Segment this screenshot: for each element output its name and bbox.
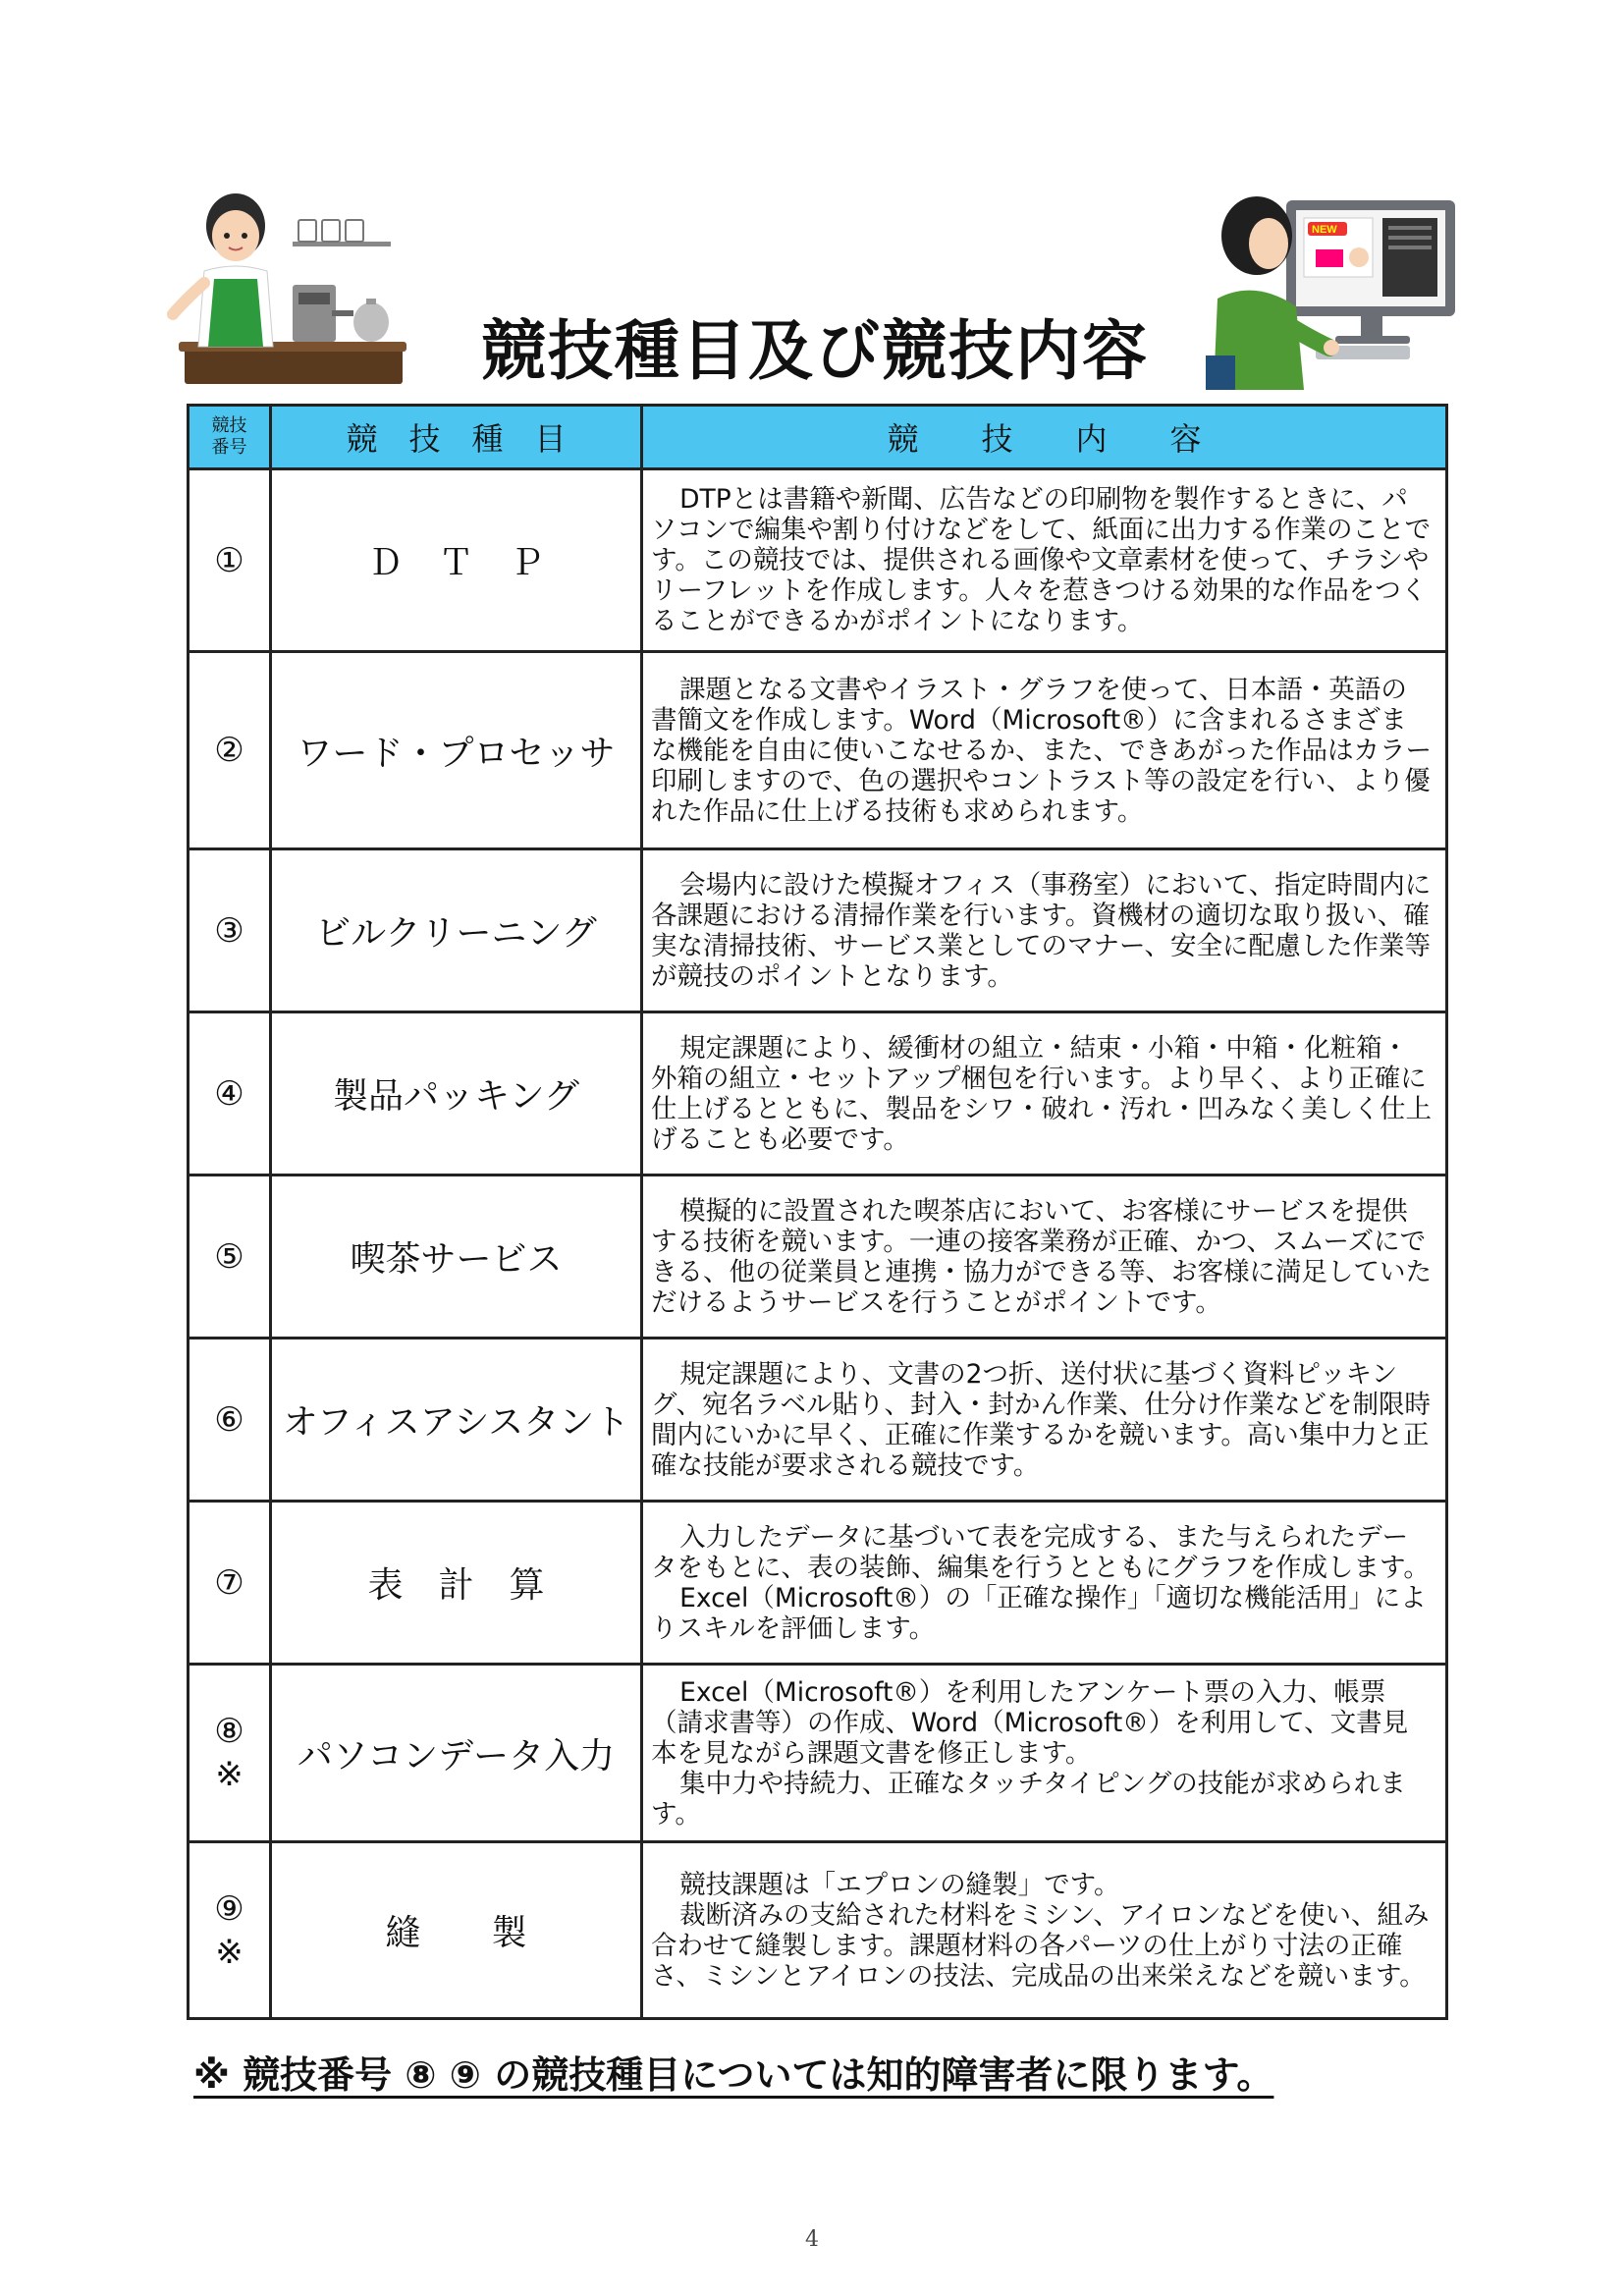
description-paragraph: 競技課題は「エプロンの縫製」です。 xyxy=(679,1869,1120,1900)
event-name: ワード・プロセッサ xyxy=(271,652,642,849)
table-row xyxy=(189,1339,1447,1502)
table-row xyxy=(189,1175,1447,1339)
header-event-name: 競 技 種 目 xyxy=(271,406,642,469)
event-name: 製品パッキング xyxy=(271,1012,642,1175)
event-name: Ｄ Ｔ Ｐ xyxy=(271,469,642,652)
event-description xyxy=(642,469,1447,652)
description-paragraph: 入力したデータに基づいて表を完成する、また与えられたデータをもとに、表の装飾、編集を行うとともにグラフを作成します。 xyxy=(651,1521,1430,1583)
event-description xyxy=(642,652,1447,849)
event-number: ⑧ ※ xyxy=(189,1665,271,1842)
event-description xyxy=(642,1502,1447,1665)
event-description xyxy=(642,1339,1447,1502)
event-number: ⑤ xyxy=(189,1175,271,1339)
description-paragraph: Excel（Microsoft®）の「正確な操作」「適切な機能活用」によりスキルを評価します。 xyxy=(651,1582,1427,1644)
table-row xyxy=(189,849,1447,1012)
description-paragraph: 規定課題により、緩衝材の組立・結束・小箱・中箱・化粧箱・外箱の組立・セットアップ梱包を行います。より早く、より正確に仕上げるとともに、製品をシワ・破れ・汚れ・凹みなく美しく仕上げることも必要です。 xyxy=(651,1032,1432,1155)
description-paragraph: 課題となる文書やイラスト・グラフを使って、日本語・英語の書簡文を作成します。Word（Microsoft®）に含まれるさまざまな機能を自由に使いこなせるか、また、できあがった作品はカラー印刷しますので、色の選択やコントラスト等の設定を行い、より優れた作品に仕上げる技術も求められます。 xyxy=(651,674,1432,827)
svg-text:NEW: NEW xyxy=(1312,224,1337,236)
event-description xyxy=(642,1175,1447,1339)
event-name: 喫茶サービス xyxy=(271,1175,642,1339)
table-row xyxy=(189,1012,1447,1175)
event-description xyxy=(642,849,1447,1012)
header-description: 競 技 内 容 xyxy=(642,406,1447,469)
table-row xyxy=(189,1842,1447,2019)
description-paragraph: Excel（Microsoft®）を利用したアンケート票の入力、帳票（請求書等）の作成、Word（Microsoft®）を利用して、文書見本を見ながら課題文書を修正します。 xyxy=(651,1676,1409,1769)
description-paragraph: 会場内に設けた模擬オフィス（事務室）において、指定時間内に各課題における清掃作業を行います。資機材の適切な取り扱い、確実な清掃技術、サービス業としてのマナー、安全に配慮した作業等が競技のポイントとなります。 xyxy=(651,869,1432,992)
header-number: 競技 番号 xyxy=(189,406,271,469)
page-title: 競技種目及び競技内容 xyxy=(481,313,1149,389)
table-row xyxy=(189,1665,1447,1842)
description-paragraph: 模擬的に設置された喫茶店において、お客様にサービスを提供する技術を競います。一連の接客業務が正確、かつ、スムーズにできる、他の従業員と連携・協力ができる等、お客様に満足していただけるようサービスを行うことがポイントです。 xyxy=(651,1195,1432,1318)
table-row xyxy=(189,469,1447,652)
description-paragraph: 規定課題により、文書の2つ折、送付状に基づく資料ピッキング、宛名ラベル貼り、封入・封かん作業、仕分け作業などを制限時間内にいかに早く、正確に作業するかを競います。高い集中力と正確な技能が要求される競技です。 xyxy=(651,1358,1431,1481)
event-number: ⑦ xyxy=(189,1502,271,1665)
event-description xyxy=(642,1665,1447,1842)
event-number: ④ xyxy=(189,1012,271,1175)
eligibility-note: ※ 競技番号 ⑧ ⑨ の競技種目については知的障害者に限ります。 xyxy=(193,2053,1274,2097)
computer-user-illustration xyxy=(1206,189,1463,390)
event-description xyxy=(642,1012,1447,1175)
event-name: オフィスアシスタント xyxy=(271,1339,642,1502)
page-number: 4 xyxy=(805,2227,819,2252)
description-paragraph: 集中力や持続力、正確なタッチタイピングの技能が求められます。 xyxy=(651,1768,1406,1830)
event-number: ③ xyxy=(189,849,271,1012)
description-paragraph: DTPとは書籍や新聞、広告などの印刷物を製作するときに、パソコンで編集や割り付けなどをして、紙面に出力する作業のことです。この競技では、提供される画像や文章素材を使って、チラシやリーフレットを作成します。人々を惹きつける効果的な作品をつくることができるかがポイントになります。 xyxy=(651,484,1431,636)
table-row xyxy=(189,1502,1447,1665)
event-name: 縫 製 xyxy=(271,1842,642,2019)
event-name: 表 計 算 xyxy=(271,1502,642,1665)
table-header-row xyxy=(189,406,1447,469)
description-paragraph: 裁断済みの支給された材料をミシン、アイロンなどを使い、組み合わせて縫製します。課題材料の各パーツの仕上がり寸法の正確さ、ミシンとアイロンの技法、完成品の出来栄えなどを競います。 xyxy=(651,1899,1430,1992)
event-description xyxy=(642,1842,1447,2019)
event-number: ① xyxy=(189,469,271,652)
cafe-server-illustration xyxy=(167,185,412,391)
event-number: ⑨ ※ xyxy=(189,1842,271,2019)
event-number: ⑥ xyxy=(189,1339,271,1502)
event-number: ② xyxy=(189,652,271,849)
table-row xyxy=(189,652,1447,849)
event-name: パソコンデータ入力 xyxy=(271,1665,642,1842)
competition-table xyxy=(187,404,1448,2020)
event-name: ビルクリーニング xyxy=(271,849,642,1012)
